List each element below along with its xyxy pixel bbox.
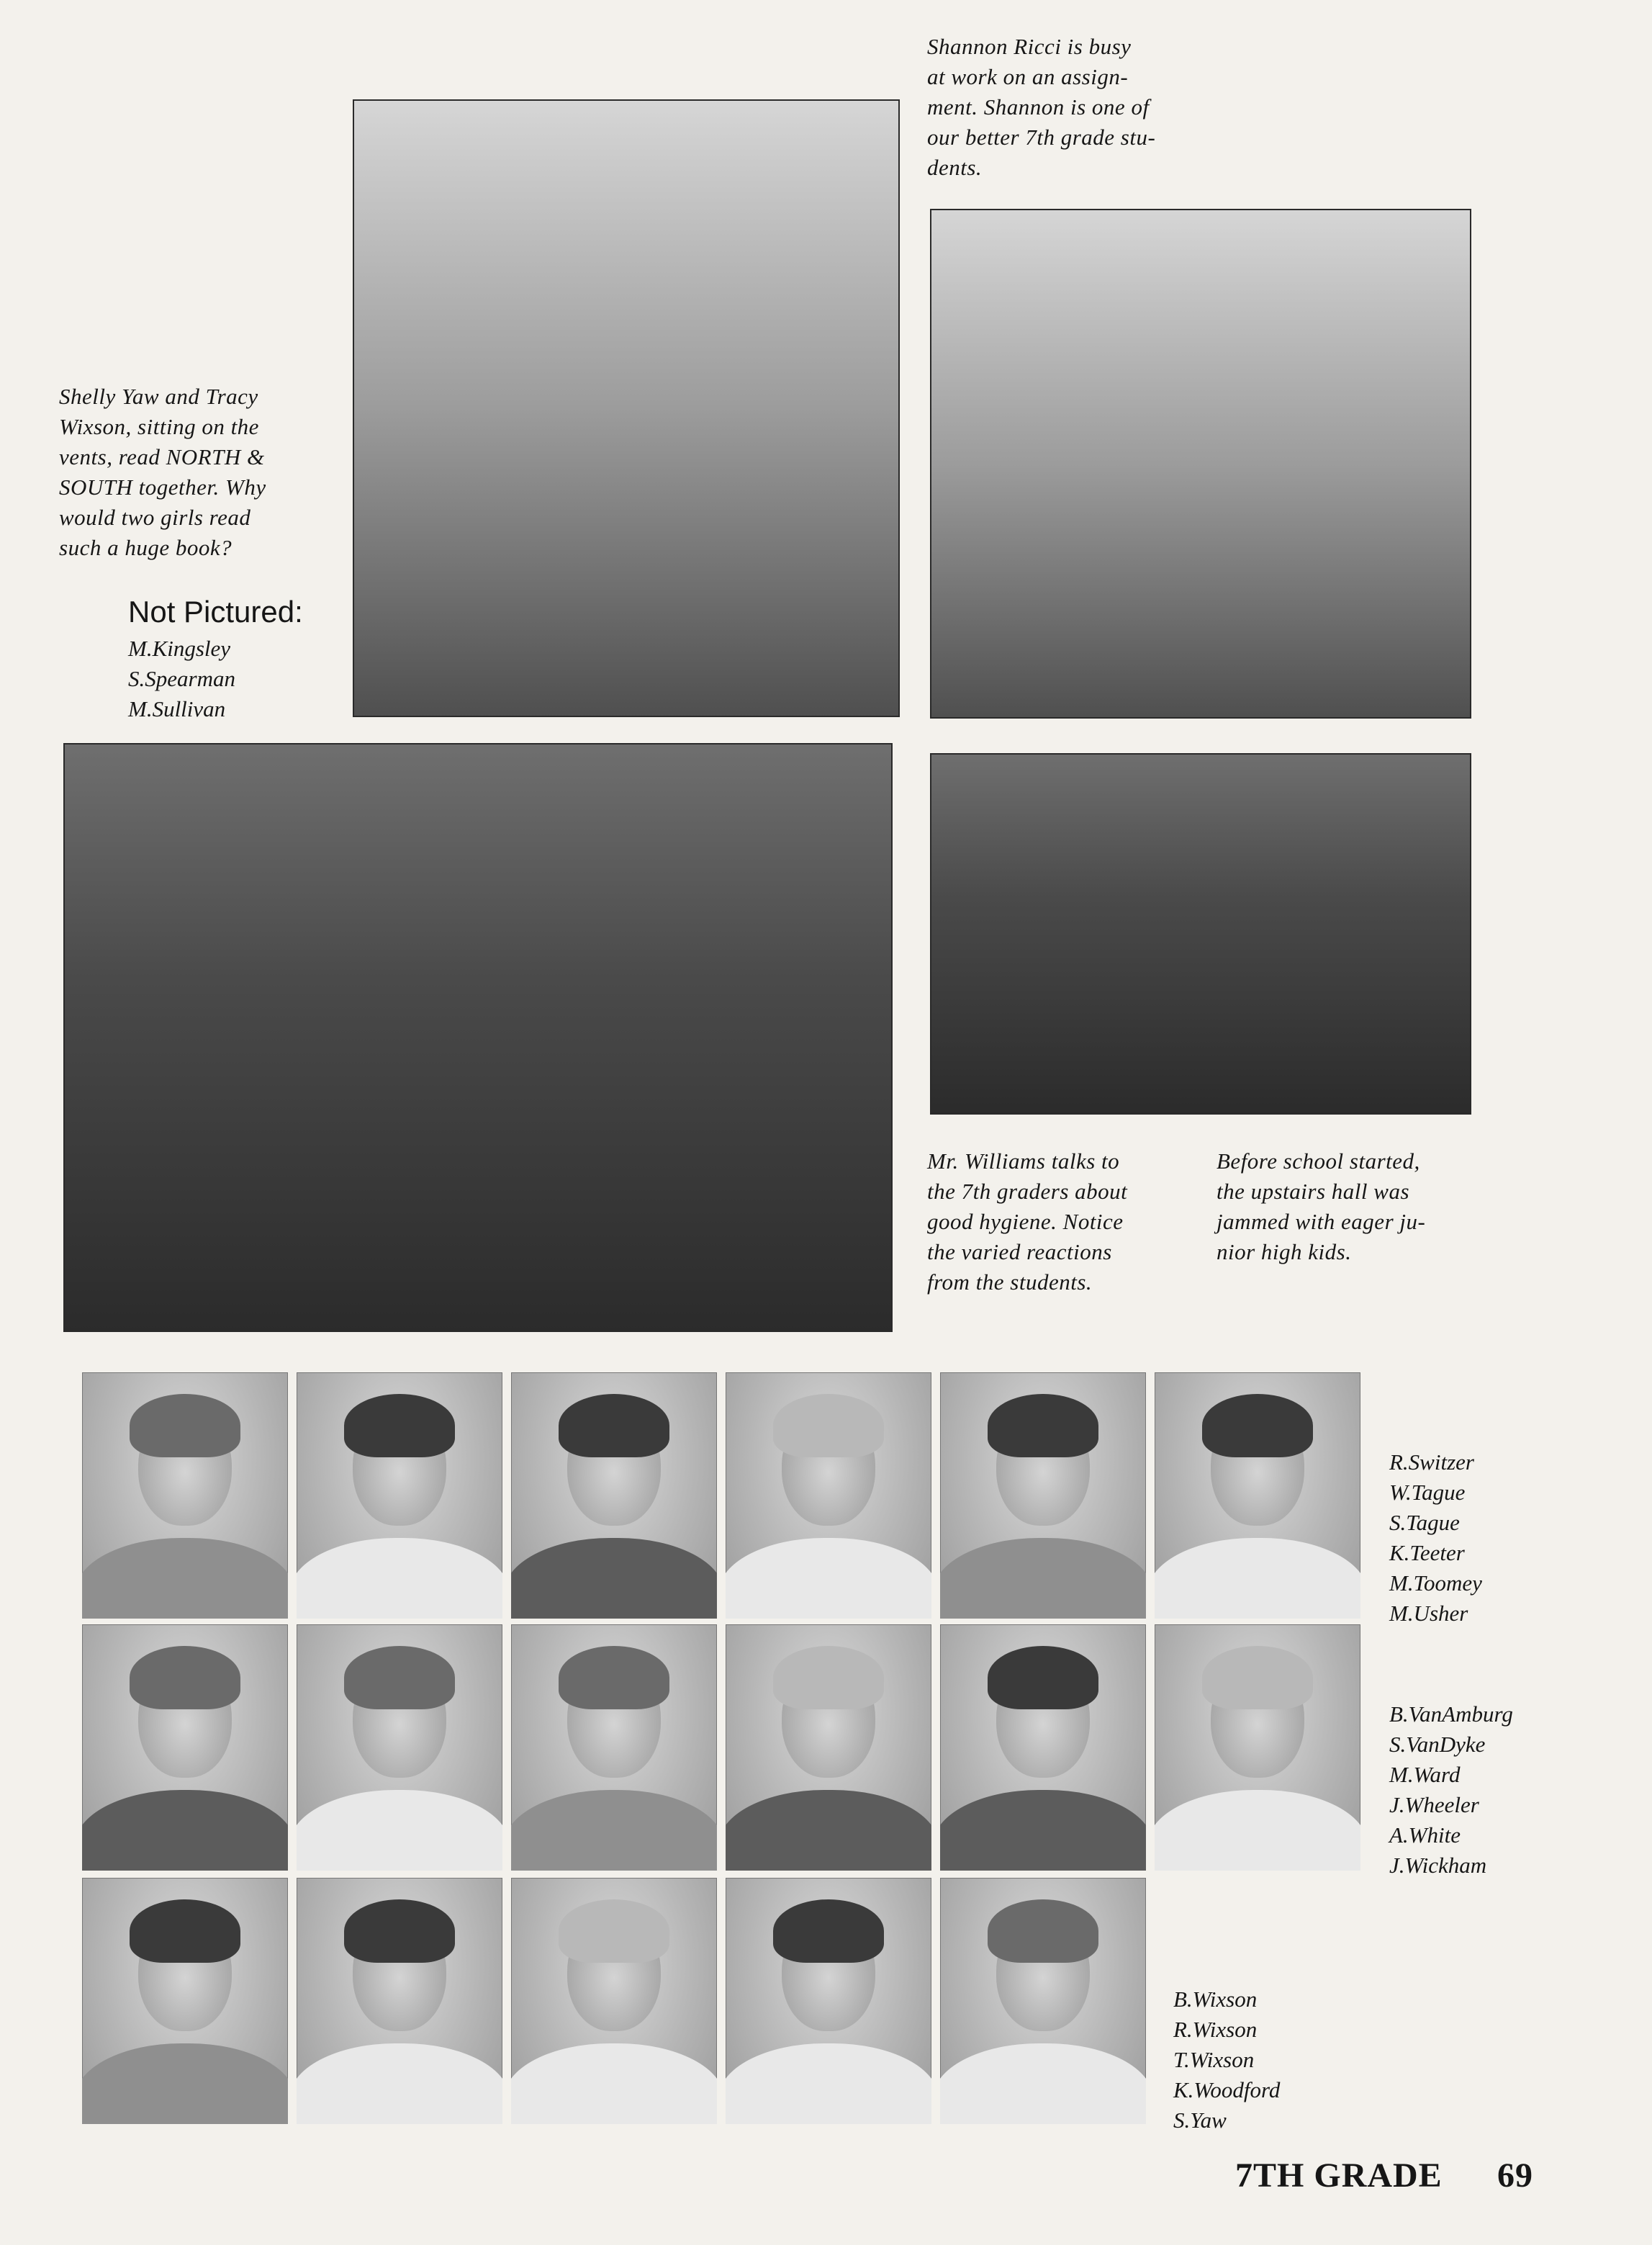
- portrait-r-switzer: [82, 1372, 288, 1619]
- portrait-j-wheeler: [726, 1624, 931, 1871]
- roster-row-3-names: B.Wixson R.Wixson T.Wixson K.Woodford S.Yaw: [1173, 1987, 1281, 2133]
- portrait-w-tague: [297, 1372, 502, 1619]
- caption-hall: Before school started, the upstairs hall was jammed with eager ju- nior high kids.: [1217, 1148, 1426, 1264]
- not-pictured-heading: Not Pictured:: [128, 595, 303, 629]
- portrait-k-woodford: [726, 1878, 931, 2124]
- photo-classroom-hygiene: [63, 743, 893, 1332]
- not-pictured-names: M.Kingsley S.Spearman M.Sullivan: [128, 636, 235, 721]
- footer-section-title: 7TH GRADE: [1235, 2156, 1443, 2195]
- portrait-a-white: [940, 1624, 1146, 1871]
- portrait-m-toomey: [940, 1372, 1146, 1619]
- portrait-b-wixson: [82, 1878, 288, 2124]
- portrait-s-vandyke: [297, 1624, 502, 1871]
- caption-williams: Mr. Williams talks to the 7th graders about good hygiene. Notice the varied reactions from the students.: [927, 1148, 1128, 1295]
- page-number: 69: [1497, 2156, 1533, 2195]
- caption-shelly-tracy: Shelly Yaw and Tracy Wixson, sitting on the vents, read NORTH & SOUTH together. Why would two girls read such a huge book?: [59, 384, 266, 560]
- portrait-b-vanamburg: [82, 1624, 288, 1871]
- caption-shannon: Shannon Ricci is busy at work on an assign- ment. Shannon is one of our better 7th grade stu- dents.: [927, 34, 1156, 180]
- portrait-r-wixson: [297, 1878, 502, 2124]
- roster-row-1-names: R.Switzer W.Tague S.Tague K.Teeter M.Toomey M.Usher: [1389, 1449, 1482, 1626]
- portrait-m-usher: [1155, 1372, 1360, 1619]
- portrait-s-tague: [511, 1372, 717, 1619]
- portrait-m-ward: [511, 1624, 717, 1871]
- portrait-s-yaw: [940, 1878, 1146, 2124]
- portrait-k-teeter: [726, 1372, 931, 1619]
- portrait-j-wickham: [1155, 1624, 1360, 1871]
- photo-upstairs-hall: [930, 753, 1471, 1115]
- roster-row-2-names: B.VanAmburg S.VanDyke M.Ward J.Wheeler A.White J.Wickham: [1389, 1701, 1513, 1878]
- photo-shannon-ricci: [930, 209, 1471, 719]
- photo-shelly-tracy-reading: [353, 99, 900, 717]
- portrait-t-wixson: [511, 1878, 717, 2124]
